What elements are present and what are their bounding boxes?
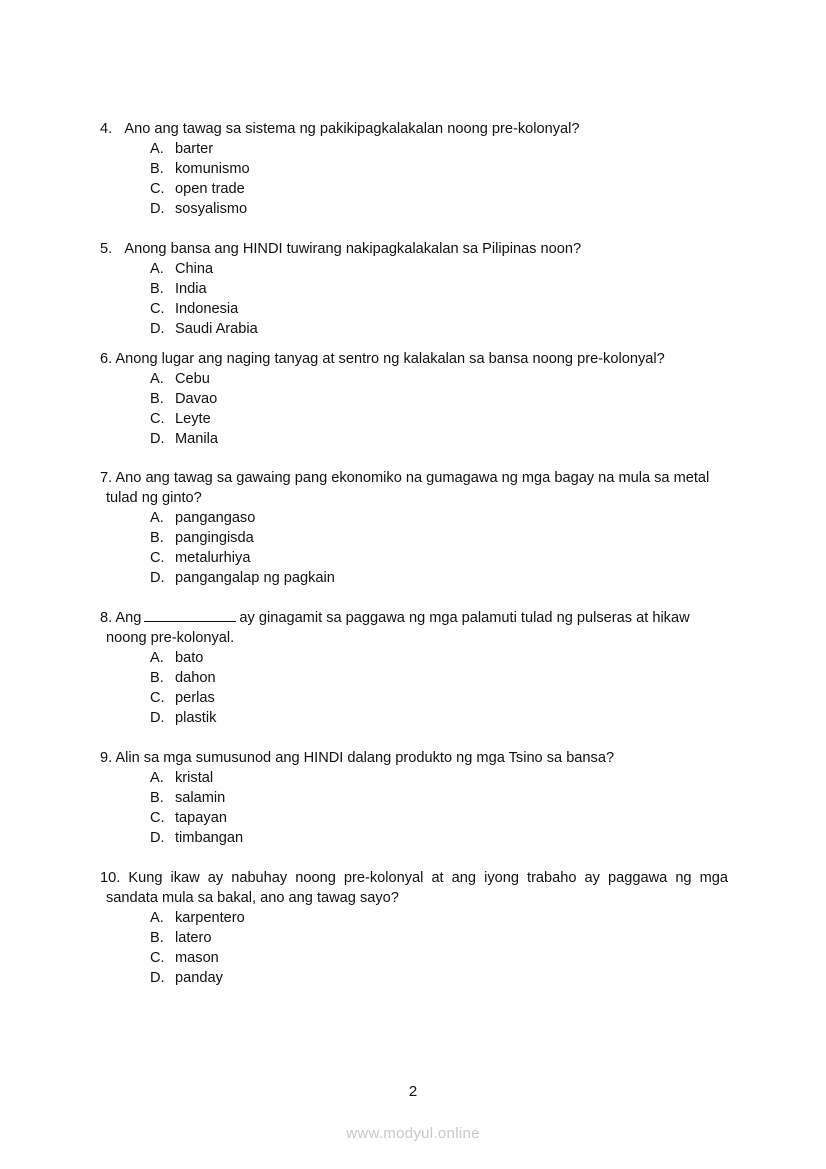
option-letter: B. bbox=[150, 670, 164, 686]
option-text: dahon bbox=[175, 670, 216, 686]
option-d bbox=[100, 429, 728, 449]
question-text-line1: Ano ang tawag sa gawaing pang ekonomiko na gumagawa ng mga bagay na mula sa metal bbox=[115, 470, 710, 486]
option-a bbox=[100, 369, 728, 389]
options-list bbox=[100, 648, 728, 728]
option-letter: A. bbox=[150, 910, 164, 926]
option-a bbox=[100, 648, 728, 668]
option-d bbox=[100, 708, 728, 728]
option-text: perlas bbox=[175, 690, 215, 706]
option-letter: C. bbox=[150, 950, 165, 966]
option-letter: D. bbox=[150, 570, 165, 586]
option-b bbox=[100, 159, 728, 179]
option-letter: B. bbox=[150, 281, 164, 297]
option-c bbox=[100, 179, 728, 199]
option-letter: C. bbox=[150, 550, 165, 566]
option-text: plastik bbox=[175, 710, 217, 726]
question-6 bbox=[100, 349, 728, 449]
option-letter: C. bbox=[150, 690, 165, 706]
question-text-line1: Kung ikaw ay nabuhay noong pre-kolonyal at ang iyong trabaho ay paggawa ng mga bbox=[128, 870, 728, 886]
options-list bbox=[100, 369, 728, 449]
option-text: barter bbox=[175, 141, 214, 157]
question-4 bbox=[100, 119, 728, 219]
question-number: 10. bbox=[100, 870, 121, 886]
question-7 bbox=[100, 468, 728, 588]
option-text: open trade bbox=[175, 181, 245, 197]
watermark: www.modyul.online bbox=[346, 1125, 480, 1142]
option-text: Indonesia bbox=[175, 301, 239, 317]
fill-in-blank bbox=[144, 608, 236, 622]
option-text: China bbox=[175, 261, 214, 277]
options-list bbox=[100, 139, 728, 219]
option-text: pangangaso bbox=[175, 510, 256, 526]
question-number: 4. bbox=[100, 121, 113, 137]
option-letter: B. bbox=[150, 161, 164, 177]
option-a bbox=[100, 259, 728, 279]
option-letter: B. bbox=[150, 391, 164, 407]
option-c bbox=[100, 808, 728, 828]
option-c bbox=[100, 948, 728, 968]
option-a bbox=[100, 768, 728, 788]
question-number: 9. bbox=[100, 750, 113, 766]
option-a bbox=[100, 139, 728, 159]
question-10 bbox=[100, 868, 728, 988]
option-letter: A. bbox=[150, 770, 164, 786]
option-letter: C. bbox=[150, 810, 165, 826]
option-text: Leyte bbox=[175, 411, 211, 427]
question-text: Alin sa mga sumusunod ang HINDI dalang produkto ng mga Tsino sa bansa? bbox=[115, 750, 615, 766]
option-text: karpentero bbox=[175, 910, 245, 926]
option-a bbox=[100, 908, 728, 928]
option-text: Manila bbox=[175, 431, 218, 447]
option-text: bato bbox=[175, 650, 204, 666]
question-stem bbox=[100, 748, 728, 768]
question-stem bbox=[100, 608, 728, 648]
question-9 bbox=[100, 748, 728, 848]
option-text: kristal bbox=[175, 770, 214, 786]
question-text-after-blank: ay ginagamit sa paggawa ng mga palamuti tulad ng pulseras at hikaw bbox=[239, 610, 690, 626]
option-letter: C. bbox=[150, 181, 165, 197]
question-stem bbox=[100, 349, 728, 369]
option-d bbox=[100, 319, 728, 339]
question-number: 7. bbox=[100, 470, 113, 486]
question-text-line2: tulad ng ginto? bbox=[106, 490, 202, 506]
option-text: panday bbox=[175, 970, 223, 986]
option-d bbox=[100, 968, 728, 988]
option-c bbox=[100, 409, 728, 429]
option-letter: B. bbox=[150, 530, 164, 546]
options-list bbox=[100, 908, 728, 988]
question-stem bbox=[100, 119, 728, 139]
option-b bbox=[100, 279, 728, 299]
options-list bbox=[100, 508, 728, 588]
question-number: 6. bbox=[100, 351, 113, 367]
option-letter: C. bbox=[150, 411, 165, 427]
option-text: pangingisda bbox=[175, 530, 254, 546]
option-text: tapayan bbox=[175, 810, 227, 826]
question-stem bbox=[100, 868, 728, 908]
option-letter: D. bbox=[150, 321, 165, 337]
option-text: India bbox=[175, 281, 207, 297]
option-d bbox=[100, 828, 728, 848]
option-b bbox=[100, 788, 728, 808]
option-letter: A. bbox=[150, 141, 164, 157]
option-b bbox=[100, 928, 728, 948]
option-b bbox=[100, 668, 728, 688]
option-c bbox=[100, 548, 728, 568]
question-text: Anong bansa ang HINDI tuwirang nakipagkalakalan sa Pilipinas noon? bbox=[124, 241, 582, 257]
option-text: komunismo bbox=[175, 161, 250, 177]
option-text: metalurhiya bbox=[175, 550, 251, 566]
option-letter: A. bbox=[150, 510, 164, 526]
question-text: Anong lugar ang naging tanyag at sentro ng kalakalan sa bansa noong pre-kolonyal? bbox=[115, 351, 665, 367]
option-letter: D. bbox=[150, 431, 165, 447]
option-text: Cebu bbox=[175, 371, 210, 387]
question-5 bbox=[100, 239, 728, 339]
question-number: 8. bbox=[100, 610, 113, 626]
option-d bbox=[100, 199, 728, 219]
option-letter: A. bbox=[150, 371, 164, 387]
question-stem bbox=[100, 468, 728, 508]
option-text: mason bbox=[175, 950, 219, 966]
option-letter: B. bbox=[150, 930, 164, 946]
option-a bbox=[100, 508, 728, 528]
option-b bbox=[100, 389, 728, 409]
option-letter: D. bbox=[150, 201, 165, 217]
option-c bbox=[100, 299, 728, 319]
option-text: latero bbox=[175, 930, 212, 946]
option-letter: D. bbox=[150, 970, 165, 986]
option-c bbox=[100, 688, 728, 708]
option-text: salamin bbox=[175, 790, 226, 806]
option-letter: D. bbox=[150, 830, 165, 846]
option-b bbox=[100, 528, 728, 548]
options-list bbox=[100, 768, 728, 848]
option-letter: A. bbox=[150, 650, 164, 666]
option-text: Davao bbox=[175, 391, 218, 407]
question-stem bbox=[100, 239, 728, 259]
option-letter: B. bbox=[150, 790, 164, 806]
question-text: Ano ang tawag sa sistema ng pakikipagkalakalan noong pre-kolonyal? bbox=[124, 121, 580, 137]
option-letter: D. bbox=[150, 710, 165, 726]
question-text-line2: noong pre-kolonyal. bbox=[106, 630, 235, 646]
option-letter: A. bbox=[150, 261, 164, 277]
option-d bbox=[100, 568, 728, 588]
option-text: pangangalap ng pagkain bbox=[175, 570, 335, 586]
options-list bbox=[100, 259, 728, 339]
question-text-before-blank: Ang bbox=[115, 610, 142, 626]
option-letter: C. bbox=[150, 301, 165, 317]
option-text: sosyalismo bbox=[175, 201, 248, 217]
question-number: 5. bbox=[100, 241, 113, 257]
question-text-line2: sandata mula sa bakal, ano ang tawag sayo? bbox=[106, 890, 399, 906]
question-8 bbox=[100, 608, 728, 728]
option-text: Saudi Arabia bbox=[175, 321, 258, 337]
option-text: timbangan bbox=[175, 830, 244, 846]
page-number: 2 bbox=[408, 1083, 418, 1100]
